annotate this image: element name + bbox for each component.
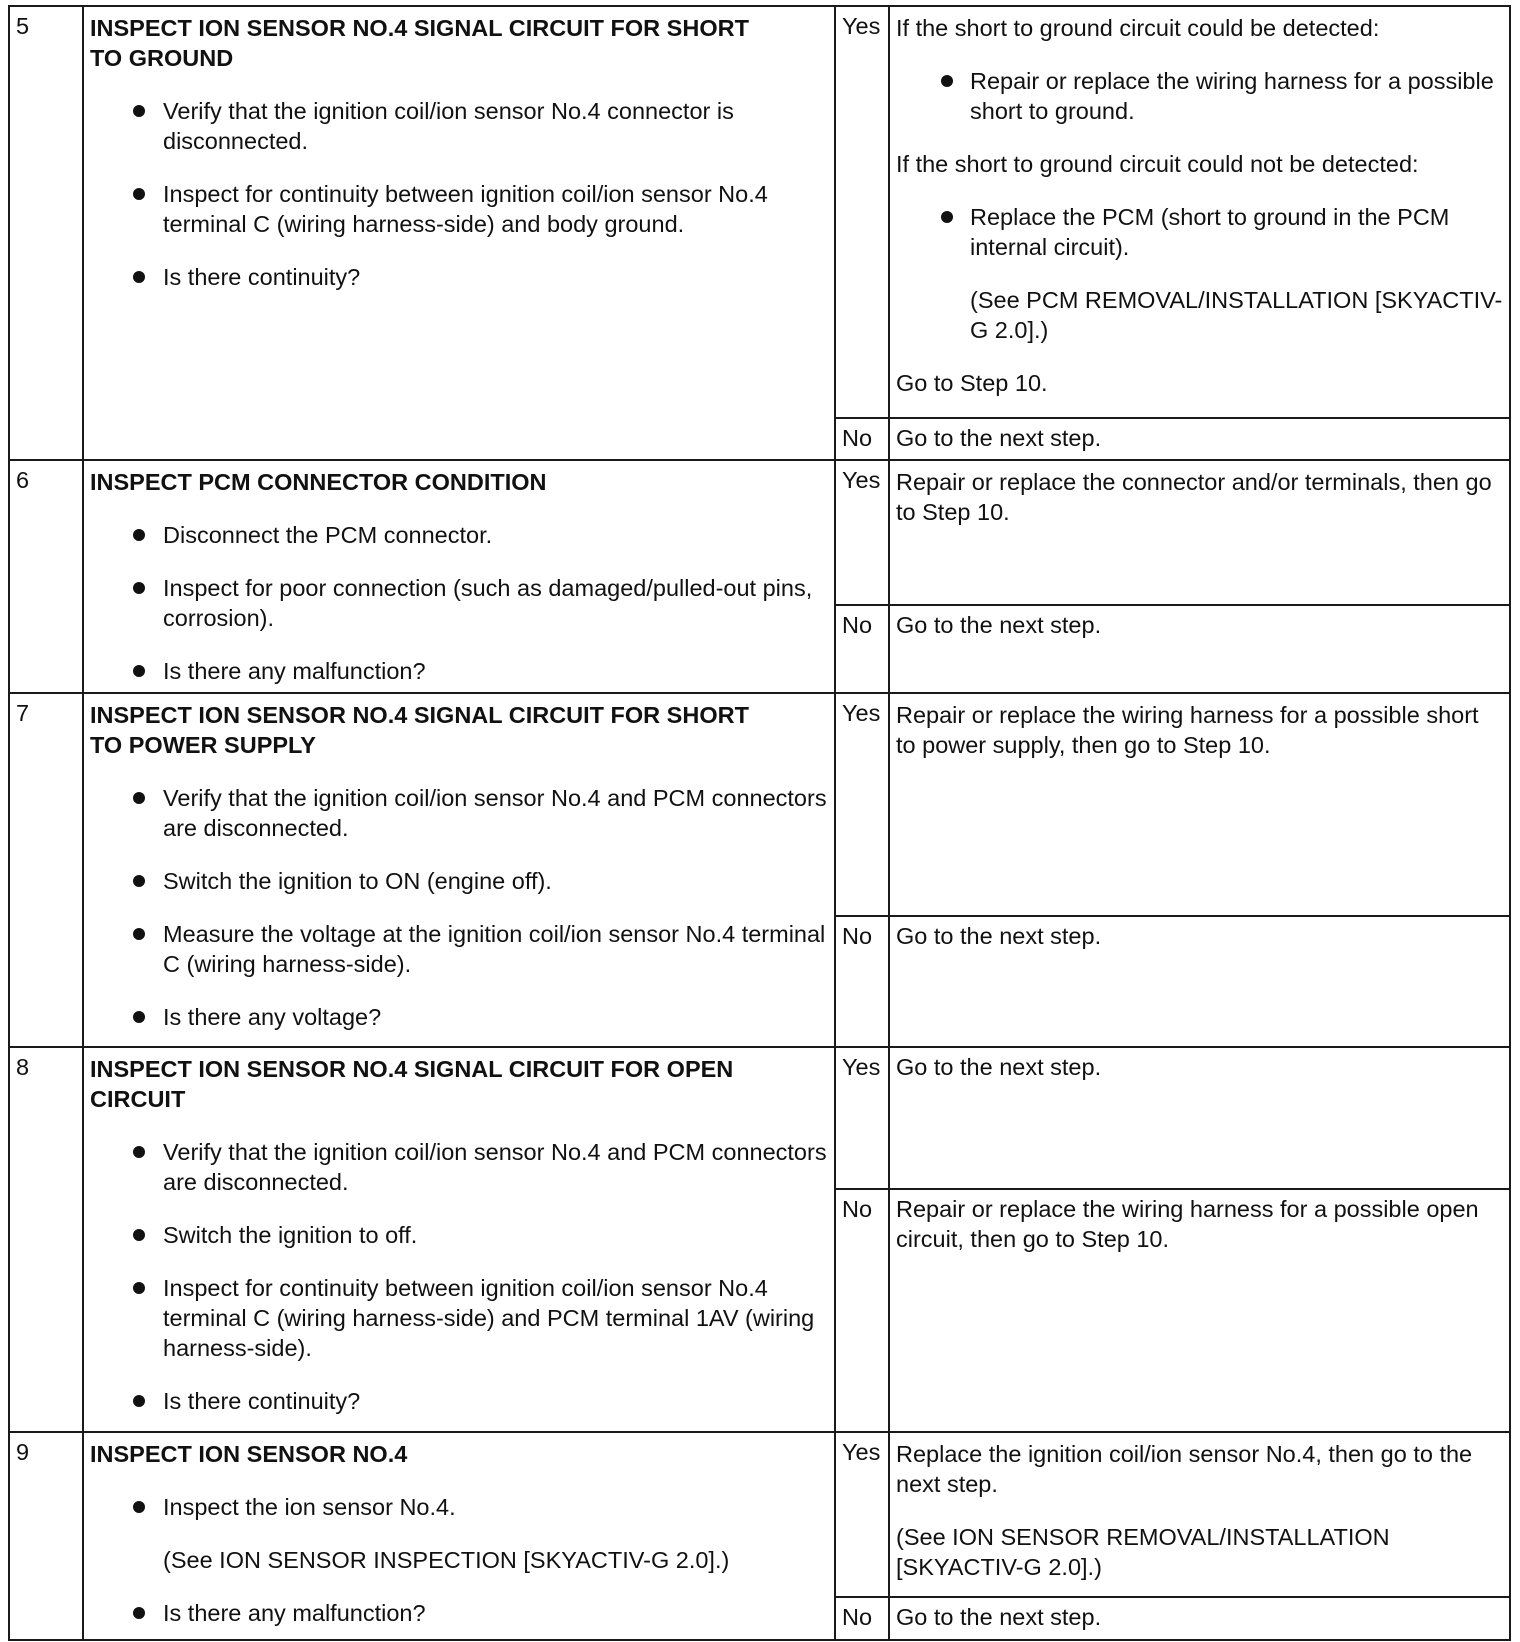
no-label: No — [835, 1189, 889, 1432]
no-label: No — [835, 916, 889, 1047]
inspection-bullet: Switch the ignition to off. — [90, 1220, 828, 1250]
bullet-icon — [133, 1607, 145, 1619]
inspection-bullet: Inspect for continuity between ignition coil/ion sensor No.4 terminal C (wiring harness-side) and body ground. — [90, 179, 828, 239]
inspection-bullet: Verify that the ignition coil/ion sensor No.4 and PCM connectors are disconnected. — [90, 783, 828, 843]
inspection-cell — [83, 6, 835, 460]
yes-action-cell: Repair or replace the wiring harness for a possible short to power supply, then go to Step 10. — [889, 693, 1510, 916]
yes-label: Yes — [835, 6, 889, 418]
no-label: No — [835, 605, 889, 693]
inspection-bullet: Is there continuity? — [90, 262, 828, 292]
bullet-icon — [941, 211, 953, 223]
yes-action-cell: If the short to ground circuit could be detected: Repair or replace the wiring harness for a possible short to ground. If the short to ground circuit could not be detected: Replace the PCM (short to ground in the PCM internal circuit). (See PCM REMOVAL/INSTALLATION [SKYACTIV-G 2.0].) Go to Step 10. — [889, 6, 1510, 418]
inspection-cell — [83, 1047, 835, 1432]
bullet-icon — [133, 1011, 145, 1023]
bullet-icon — [133, 188, 145, 200]
inspection-bullet: Is there any malfunction? — [90, 1598, 828, 1628]
inspection-cell — [83, 460, 835, 693]
step-title: INSPECT ION SENSOR NO.4 SIGNAL CIRCUIT FOR SHORT TO POWER SUPPLY — [90, 702, 749, 758]
step-number: 8 — [9, 1047, 83, 1432]
inspection-bullet: Inspect the ion sensor No.4. — [90, 1492, 828, 1522]
bullet-icon — [133, 792, 145, 804]
inspection-cell — [83, 693, 835, 1047]
bullet-icon — [133, 665, 145, 677]
no-action-cell: Go to the next step. — [889, 605, 1510, 693]
inspection-bullet: Verify that the ignition coil/ion sensor No.4 connector is disconnected. — [90, 96, 828, 156]
inspection-bullet: Is there any voltage? — [90, 1002, 828, 1032]
bullet-icon — [133, 928, 145, 940]
inspection-bullet: Switch the ignition to ON (engine off). — [90, 866, 828, 896]
reference-note: (See ION SENSOR INSPECTION [SKYACTIV-G 2.0].) — [163, 1547, 730, 1573]
yes-label: Yes — [835, 1047, 889, 1189]
no-label: No — [835, 1597, 889, 1640]
bullet-icon — [133, 271, 145, 283]
yes-label: Yes — [835, 1432, 889, 1597]
reference-note: (See ION SENSOR REMOVAL/INSTALLATION [SKYACTIV-G 2.0].) — [896, 1524, 1390, 1580]
yes-action-cell: Replace the ignition coil/ion sensor No.4, then go to the next step. (See ION SENSOR REMOVAL/INSTALLATION [SKYACTIV-G 2.0].) — [889, 1432, 1510, 1597]
reference-note: (See PCM REMOVAL/INSTALLATION [SKYACTIV-G 2.0].) — [970, 287, 1503, 343]
bullet-icon — [133, 105, 145, 117]
bullet-icon — [941, 75, 953, 87]
action-bullet: Replace the PCM (short to ground in the PCM internal circuit). — [896, 202, 1503, 262]
bullet-icon — [133, 529, 145, 541]
step-title: INSPECT ION SENSOR NO.4 — [90, 1441, 408, 1467]
inspection-cell — [83, 1432, 835, 1640]
step-number: 6 — [9, 460, 83, 693]
step-number: 9 — [9, 1432, 83, 1640]
bullet-icon — [133, 1229, 145, 1241]
yes-action-cell: Go to the next step. — [889, 1047, 1510, 1189]
step-number: 5 — [9, 6, 83, 460]
diagnostic-procedure-table — [8, 5, 1511, 1641]
yes-action-cell: Repair or replace the connector and/or terminals, then go to Step 10. — [889, 460, 1510, 605]
yes-label: Yes — [835, 693, 889, 916]
inspection-bullet: Inspect for continuity between ignition coil/ion sensor No.4 terminal C (wiring harness-side) and PCM terminal 1AV (wiring harness-side). — [90, 1273, 828, 1363]
bullet-icon — [133, 582, 145, 594]
no-action-cell: Go to the next step. — [889, 916, 1510, 1047]
inspection-bullet: Disconnect the PCM connector. — [90, 520, 828, 550]
action-bullet: Repair or replace the wiring harness for a possible short to ground. — [896, 66, 1503, 126]
step-title: INSPECT ION SENSOR NO.4 SIGNAL CIRCUIT FOR OPEN CIRCUIT — [90, 1056, 734, 1112]
bullet-icon — [133, 1501, 145, 1513]
inspection-bullet: Is there any malfunction? — [90, 656, 828, 686]
bullet-icon — [133, 1146, 145, 1158]
step-title: INSPECT PCM CONNECTOR CONDITION — [90, 469, 547, 495]
bullet-icon — [133, 1282, 145, 1294]
inspection-bullet: Verify that the ignition coil/ion sensor No.4 and PCM connectors are disconnected. — [90, 1137, 828, 1197]
no-label: No — [835, 418, 889, 460]
inspection-bullet: Measure the voltage at the ignition coil/ion sensor No.4 terminal C (wiring harness-side). — [90, 919, 828, 979]
inspection-bullet: Is there continuity? — [90, 1386, 828, 1416]
bullet-icon — [133, 1395, 145, 1407]
yes-label: Yes — [835, 460, 889, 605]
no-action-cell: Go to the next step. — [889, 1597, 1510, 1640]
inspection-bullet: Inspect for poor connection (such as damaged/pulled-out pins, corrosion). — [90, 573, 828, 633]
no-action-cell: Go to the next step. — [889, 418, 1510, 460]
no-action-cell: Repair or replace the wiring harness for a possible open circuit, then go to Step 10. — [889, 1189, 1510, 1432]
bullet-icon — [133, 875, 145, 887]
step-number: 7 — [9, 693, 83, 1047]
step-title: INSPECT ION SENSOR NO.4 SIGNAL CIRCUIT FOR SHORT TO GROUND — [90, 15, 749, 71]
